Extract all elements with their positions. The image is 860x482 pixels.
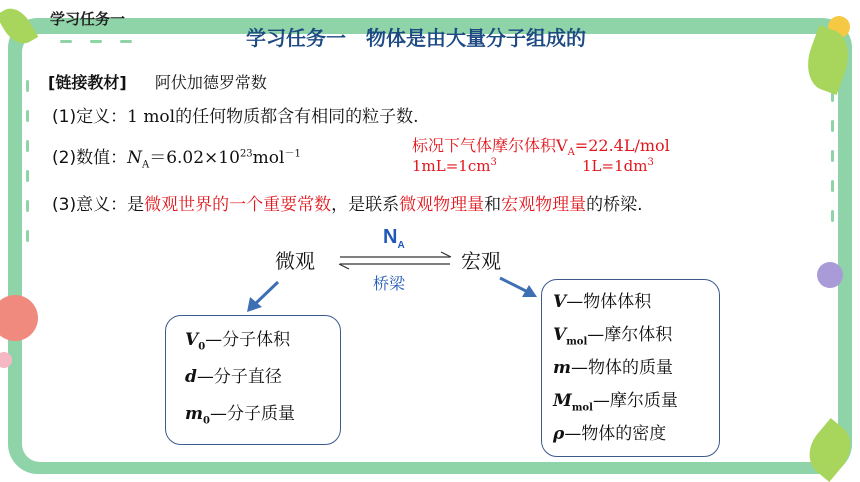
micro-item bbox=[185, 399, 295, 426]
link-label: [链接教材] bbox=[48, 73, 127, 92]
macro-item bbox=[553, 320, 672, 347]
link-line bbox=[48, 70, 267, 93]
avogadro-exponent: 23 bbox=[239, 148, 253, 160]
unit-note-ml bbox=[412, 157, 497, 175]
section-tag: 学习任务一 bbox=[50, 10, 126, 28]
macro-item bbox=[553, 353, 673, 378]
macro-subscript: mol bbox=[571, 402, 593, 414]
bridge-symbol bbox=[383, 226, 405, 251]
unit-note-l-sup: 3 bbox=[647, 157, 654, 168]
meaning-and: 和 bbox=[484, 195, 502, 215]
macro-desc: —物体体积 bbox=[566, 292, 652, 312]
molar-volume-sub: A bbox=[567, 147, 575, 159]
page-title: 学习任务一 物体是由大量分子组成的 bbox=[246, 26, 586, 50]
macro-desc: —物体的密度 bbox=[564, 424, 667, 444]
avogadro-unit-exponent: －1 bbox=[284, 148, 301, 160]
meaning-line bbox=[52, 190, 643, 215]
value-line bbox=[52, 143, 301, 170]
meaning-highlight-3: 宏观物理量 bbox=[501, 195, 587, 215]
macro-symbol: M bbox=[553, 391, 572, 411]
macro-item bbox=[553, 419, 666, 444]
molar-volume-value: =22.4L/mol bbox=[574, 136, 670, 155]
meaning-mid: ，是联系 bbox=[331, 195, 400, 215]
macro-item bbox=[553, 386, 678, 413]
definition-text: 1 mol的任何物质都含有相同的粒子数. bbox=[127, 107, 419, 127]
micro-desc: —分子直径 bbox=[196, 367, 282, 387]
molar-volume-note bbox=[412, 133, 670, 158]
definition-line bbox=[52, 102, 419, 127]
bridge-label: 桥梁 bbox=[373, 274, 406, 293]
micro-label: 微观 bbox=[275, 249, 315, 273]
molar-volume-text: 标况下气体摩尔体积V bbox=[412, 136, 568, 155]
macro-symbol: V bbox=[553, 292, 567, 312]
macro-desc: —摩尔体积 bbox=[587, 325, 673, 345]
macro-symbol: ρ bbox=[553, 424, 565, 444]
avogadro-value: ＝6.02×10 bbox=[149, 148, 240, 168]
micro-subscript: 0 bbox=[198, 341, 206, 353]
definition-prefix: (1)定义： bbox=[52, 107, 128, 127]
micro-symbol: m bbox=[185, 404, 203, 424]
macro-desc: —物体的质量 bbox=[571, 358, 673, 378]
bridge-symbol-sub: A bbox=[397, 240, 405, 251]
value-prefix: (2)数值： bbox=[52, 148, 128, 168]
micro-desc: —分子质量 bbox=[209, 404, 295, 424]
micro-item bbox=[185, 325, 290, 352]
meaning-end: 的桥梁. bbox=[586, 195, 643, 215]
unit-note-ml-sup: 3 bbox=[490, 157, 497, 168]
micro-symbol: d bbox=[185, 367, 197, 387]
decor-purple-circle bbox=[817, 262, 843, 288]
avogadro-sub: A bbox=[141, 159, 150, 171]
meaning-highlight-1: 微观世界的一个重要常数 bbox=[144, 195, 332, 215]
avogadro-symbol: N bbox=[127, 148, 142, 168]
macro-symbol: m bbox=[553, 358, 571, 378]
micro-desc: —分子体积 bbox=[205, 330, 291, 350]
meaning-prefix: (3)意义：是 bbox=[52, 195, 145, 215]
link-text: 阿伏加德罗常数 bbox=[154, 73, 267, 92]
macro-subscript: mol bbox=[566, 336, 588, 348]
unit-note-ml-text: 1mL=1cm bbox=[412, 157, 491, 175]
meaning-highlight-2: 微观物理量 bbox=[399, 195, 485, 215]
unit-note-l bbox=[582, 157, 654, 175]
macro-symbol: V bbox=[553, 325, 567, 345]
macro-label: 宏观 bbox=[461, 249, 501, 273]
micro-symbol: V bbox=[185, 330, 199, 350]
avogadro-unit: mol bbox=[252, 148, 285, 168]
bridge-symbol-n: N bbox=[383, 226, 398, 248]
micro-item bbox=[185, 362, 282, 387]
macro-desc: —摩尔质量 bbox=[592, 391, 678, 411]
micro-subscript: 0 bbox=[203, 415, 210, 427]
unit-note-l-text: 1L=1dm bbox=[582, 157, 648, 175]
macro-item bbox=[553, 287, 651, 312]
